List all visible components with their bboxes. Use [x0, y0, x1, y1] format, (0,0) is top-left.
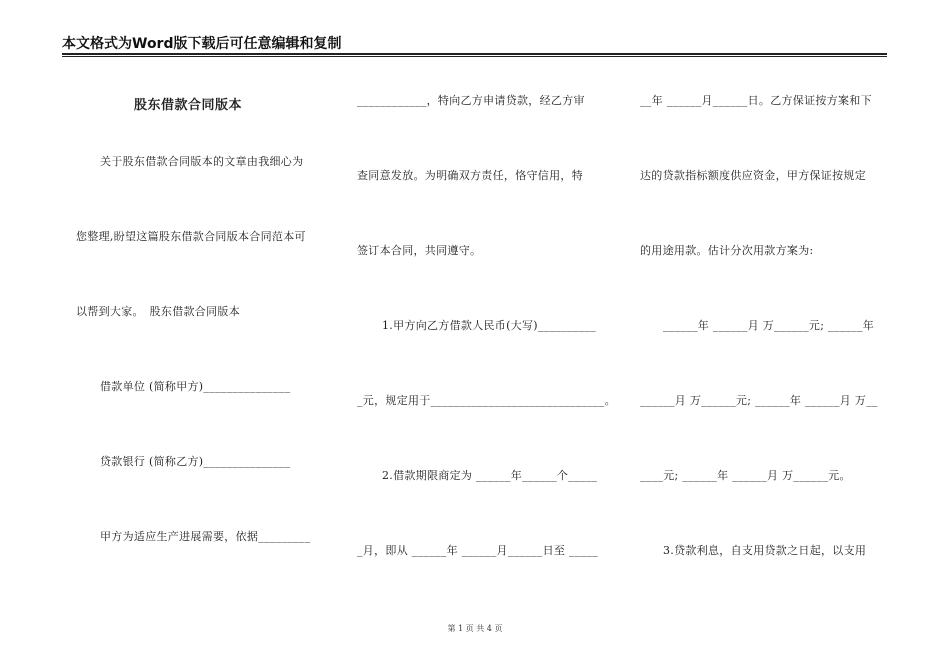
paragraph-line: 签订本合同，共同遵守。 — [357, 244, 482, 257]
paragraph-line: 关于股东借款合同版本的文章由我细心为 — [100, 155, 304, 168]
page-number: 第 1 页 共 4 页 — [447, 624, 503, 633]
paragraph-line: 达的贷款指标额度供应资金，甲方保证按规定 — [640, 169, 866, 182]
text-column-2 — [355, 0, 620, 672]
paragraph-line: ______月 万______元; ______年 ______月 万__ — [640, 394, 878, 407]
paragraph-line: __年 ______月______日。乙方保证按方案和下 — [640, 94, 872, 107]
paragraph-line: 查同意发放。为明确双方责任，恪守信用，特 — [357, 169, 583, 182]
text-column-1 — [62, 0, 332, 672]
paragraph-line: _月，即从 ______年 ______月______日至 _____ — [357, 544, 598, 557]
paragraph-line: 1.甲方向乙方借款人民币(大写)__________ — [382, 319, 596, 332]
paragraph-line: 的用途用款。估计分次用款方案为: — [640, 244, 814, 257]
paragraph-line: _元，规定用于______________________________。 — [357, 394, 616, 407]
paragraph-line: 贷款银行 (简称乙方)_______________ — [100, 455, 291, 468]
paragraph-line: 以帮到大家。 股东借款合同版本 — [76, 305, 240, 318]
text-column-3 — [638, 0, 888, 672]
paragraph-line: 2.借款期限商定为 ______年______个_____ — [382, 469, 598, 482]
paragraph-line: ____元; ______年 ______月 万______元。 — [640, 469, 851, 482]
document-title: 股东借款合同版本 — [134, 98, 243, 113]
download-banner: 本文格式为Word版下载后可任意编辑和复制 — [62, 36, 342, 52]
paragraph-line: 甲方为适应生产进展需要，依据_________ — [100, 530, 311, 543]
paragraph-line: ______年 ______月 万______元; ______年 — [663, 319, 875, 332]
paragraph-line: ____________，特向乙方申请贷款，经乙方审 — [357, 94, 585, 107]
paragraph-line: 3.贷款利息，自支用贷款之日起，以支用 — [663, 544, 867, 557]
paragraph-line: 借款单位 (简称甲方)_______________ — [100, 380, 291, 393]
paragraph-line: 您整理,盼望这篇股东借款合同版本合同范本可 — [76, 230, 306, 243]
